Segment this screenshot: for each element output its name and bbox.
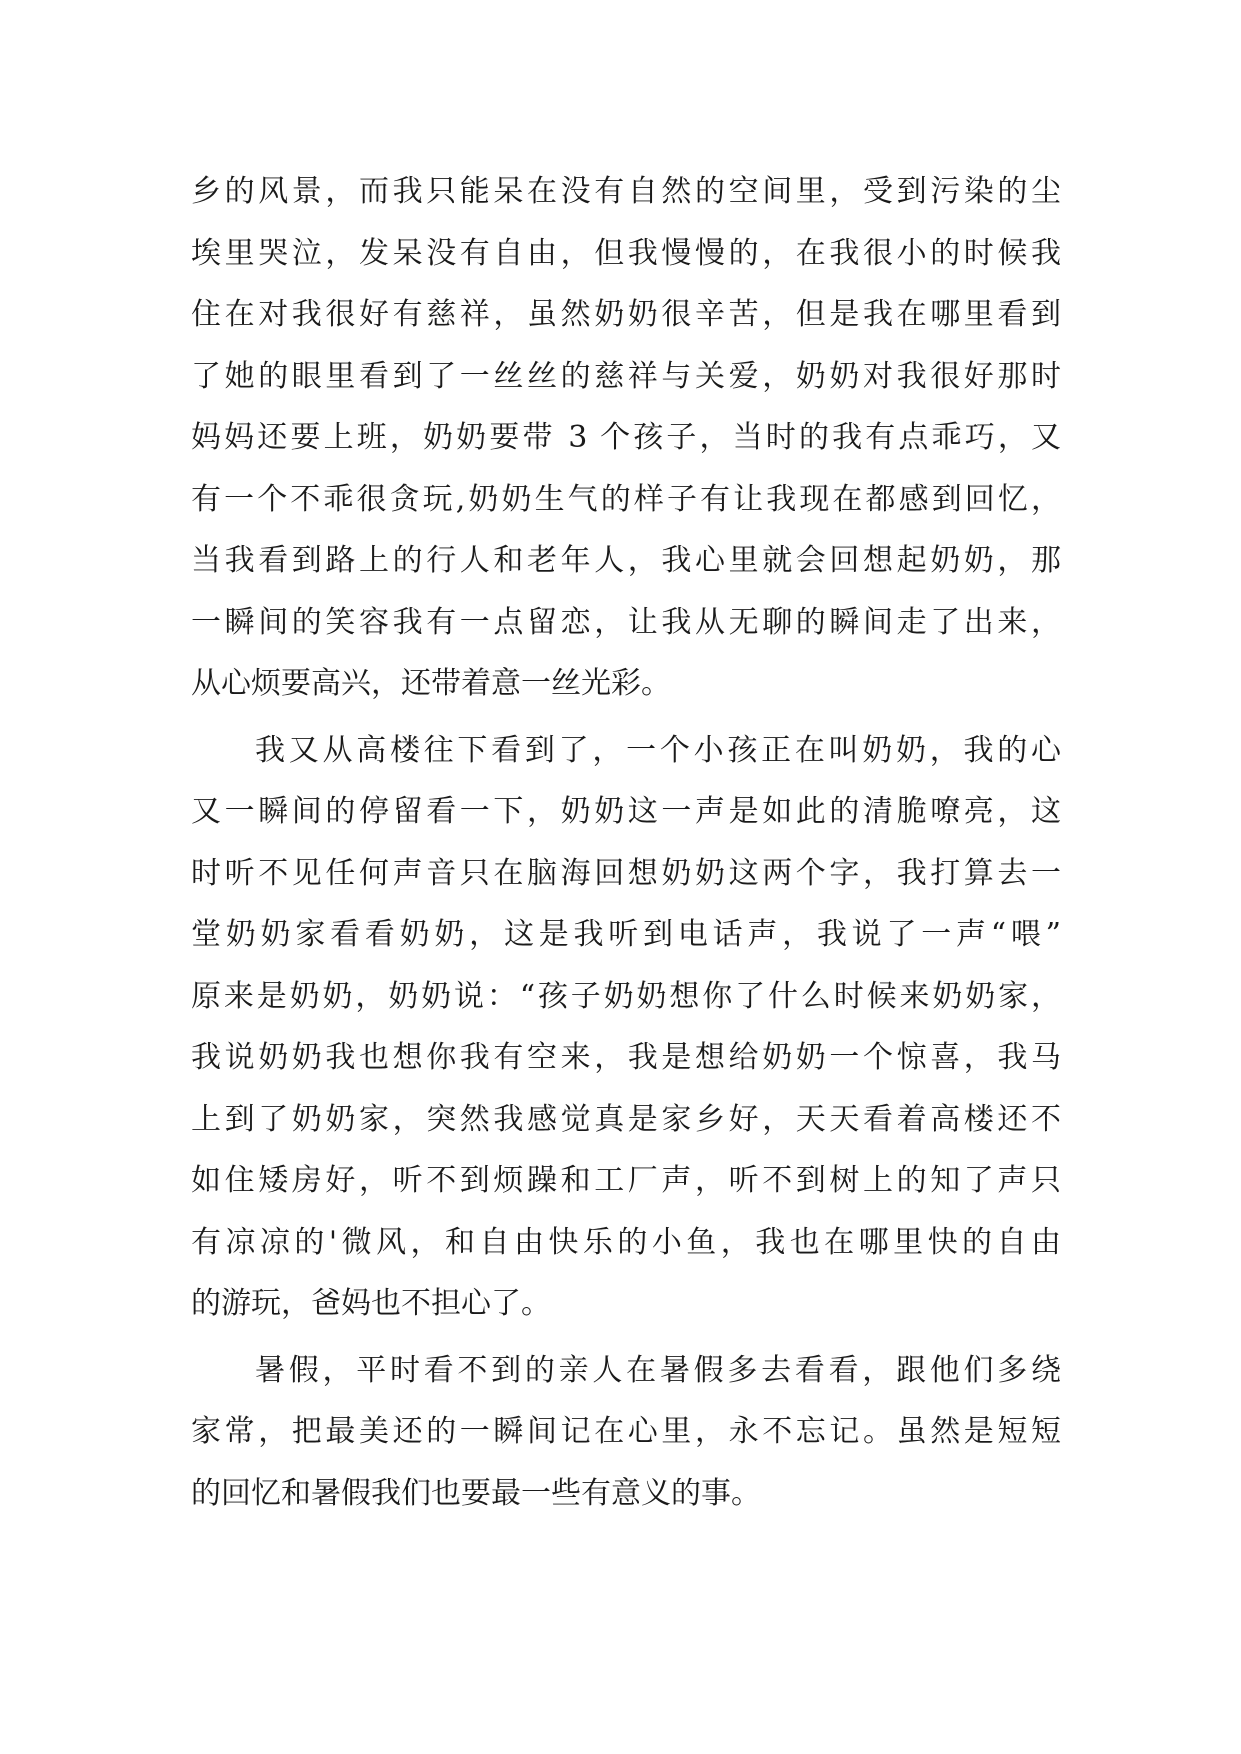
- text-line: 妈妈还要上班，奶奶要带 3 个孩子，当时的我有点乖巧，又: [191, 420, 1061, 455]
- text-line: 的游玩，爸妈也不担心了。: [191, 1286, 551, 1321]
- text-line: 如住矮房好，听不到烦躁和工厂声，听不到树上的知了声只: [191, 1163, 1061, 1198]
- text-line: 了她的眼里看到了一丝丝的慈祥与关爱，奶奶对我很好那时: [191, 358, 1061, 394]
- paragraph-3: [191, 1340, 1061, 1525]
- text-line: 原来是奶奶，奶奶说：“孩子奶奶想你了什么时候来奶奶家，: [191, 978, 1061, 1014]
- text-line: 我说奶奶我也想你我有空来，我是想给奶奶一个惊喜，我马: [191, 1040, 1061, 1075]
- text-line: 当我看到路上的行人和老年人，我心里就会回想起奶奶，那: [191, 543, 1061, 578]
- text-line: 的回忆和暑假我们也要最一些有意义的事。: [191, 1475, 761, 1511]
- text-line: 家常，把最美还的一瞬间记在心里，永不忘记。虽然是短短: [191, 1414, 1061, 1449]
- text-line: 又一瞬间的停留看一下，奶奶这一声是如此的清脆嘹亮，这: [191, 794, 1061, 829]
- text-line: 埃里哭泣，发呆没有自由，但我慢慢的，在我很小的时候我: [191, 235, 1061, 271]
- text-line: 上到了奶奶家，突然我感觉真是家乡好，天天看着高楼还不: [191, 1101, 1061, 1137]
- text-line: 住在对我很好有慈祥，虽然奶奶很辛苦，但是我在哪里看到: [191, 297, 1061, 332]
- essay-body: [191, 161, 1061, 1524]
- text-line: 时听不见任何声音只在脑海回想奶奶这两个字，我打算去一: [191, 855, 1061, 891]
- text-line: 暑假，平时看不到的亲人在暑假多去看看，跟他们多绕: [255, 1352, 1061, 1388]
- text-line: 我又从高楼往下看到了，一个小孩正在叫奶奶，我的心: [255, 732, 1061, 768]
- paragraph-2: [191, 720, 1061, 1335]
- text-line: 从心烦要高兴，还带着意一丝光彩。: [191, 666, 671, 701]
- text-line: 有凉凉的'微风，和自由快乐的小鱼，我也在哪里快的自由: [191, 1224, 1061, 1260]
- text-line: 堂奶奶家看看奶奶，这是我听到电话声，我说了一声“喂”: [191, 917, 1061, 952]
- text-line: 有一个不乖很贪玩,奶奶生气的样子有让我现在都感到回忆，: [191, 481, 1061, 517]
- text-line: 乡的风景，而我只能呆在没有自然的空间里，受到污染的尘: [191, 174, 1061, 209]
- text-line: 一瞬间的笑容我有一点留恋，让我从无聊的瞬间走了出来，: [191, 604, 1061, 640]
- paragraph-1: [191, 161, 1061, 715]
